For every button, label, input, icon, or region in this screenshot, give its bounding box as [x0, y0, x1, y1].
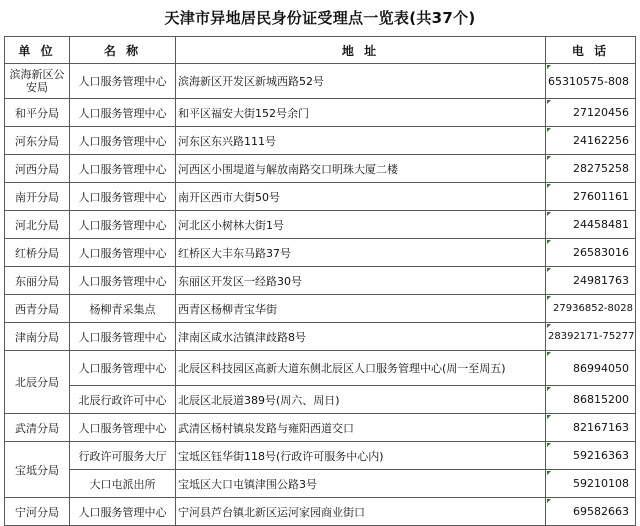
unit-cell[interactable]: 南开分局: [5, 183, 70, 211]
phone-cell[interactable]: 24162256: [546, 127, 636, 155]
header-address: 地 址: [176, 37, 546, 64]
address-cell[interactable]: 河北区小树林大街1号: [176, 211, 546, 239]
header-row: [5, 37, 636, 64]
table-row: [5, 211, 636, 239]
phone-cell[interactable]: 82167163: [546, 414, 636, 442]
table-row: [5, 470, 636, 498]
table-row: [5, 323, 636, 351]
table-row: [5, 295, 636, 323]
name-cell[interactable]: 人口服务管理中心: [70, 183, 176, 211]
table-row: [5, 155, 636, 183]
unit-cell[interactable]: 滨海新区公安局: [5, 64, 70, 99]
phone-cell[interactable]: 65310575-808: [546, 64, 636, 99]
unit-cell[interactable]: 河西分局: [5, 155, 70, 183]
table-row: [5, 414, 636, 442]
id-card-office-table: [4, 36, 636, 526]
address-cell[interactable]: 津南区咸水沽镇津歧路8号: [176, 323, 546, 351]
table-row: [5, 498, 636, 526]
phone-cell[interactable]: 69582663: [546, 498, 636, 526]
unit-cell[interactable]: 西青分局: [5, 295, 70, 323]
address-cell[interactable]: 北辰区北辰道389号(周六、周日): [176, 386, 546, 414]
name-cell[interactable]: 人口服务管理中心: [70, 239, 176, 267]
unit-cell[interactable]: 河北分局: [5, 211, 70, 239]
phone-cell[interactable]: 27936852-8028: [546, 295, 636, 323]
address-cell[interactable]: 南开区西市大街50号: [176, 183, 546, 211]
table-row: [5, 64, 636, 99]
name-cell[interactable]: 人口服务管理中心: [70, 64, 176, 99]
table-row: [5, 239, 636, 267]
phone-cell[interactable]: 24981763: [546, 267, 636, 295]
address-cell[interactable]: 和平区福安大街152号余门: [176, 99, 546, 127]
address-cell[interactable]: 河东区东兴路111号: [176, 127, 546, 155]
name-cell[interactable]: 人口服务管理中心: [70, 323, 176, 351]
header-phone: 电 话: [546, 37, 636, 64]
name-cell[interactable]: 人口服务管理中心: [70, 211, 176, 239]
table-row: [5, 127, 636, 155]
unit-cell[interactable]: 东丽分局: [5, 267, 70, 295]
phone-cell[interactable]: 86815200: [546, 386, 636, 414]
unit-cell[interactable]: 河东分局: [5, 127, 70, 155]
name-cell[interactable]: 人口服务管理中心: [70, 267, 176, 295]
address-cell[interactable]: 武清区杨村镇泉发路与雍阳西道交口: [176, 414, 546, 442]
table-row: [5, 267, 636, 295]
name-cell[interactable]: 杨柳青采集点: [70, 295, 176, 323]
unit-cell[interactable]: 宁河分局: [5, 498, 70, 526]
unit-cell[interactable]: 和平分局: [5, 99, 70, 127]
table-title: 天津市异地居民身份证受理点一览表(共37个): [164, 9, 476, 27]
unit-cell[interactable]: 红桥分局: [5, 239, 70, 267]
name-cell[interactable]: 人口服务管理中心: [70, 498, 176, 526]
table-row: [5, 351, 636, 386]
unit-cell[interactable]: 武清分局: [5, 414, 70, 442]
phone-cell[interactable]: 26583016: [546, 239, 636, 267]
name-cell[interactable]: 人口服务管理中心: [70, 99, 176, 127]
address-cell[interactable]: 河西区小围堤道与解放南路交口明珠大厦二楼: [176, 155, 546, 183]
phone-cell[interactable]: 27120456: [546, 99, 636, 127]
phone-cell[interactable]: 86994050: [546, 351, 636, 386]
header-unit: 单 位: [5, 37, 70, 64]
address-cell[interactable]: 红桥区大丰东马路37号: [176, 239, 546, 267]
address-cell[interactable]: 滨海新区开发区新城西路52号: [176, 64, 546, 99]
name-cell[interactable]: 人口服务管理中心: [70, 414, 176, 442]
phone-cell[interactable]: 59210108: [546, 470, 636, 498]
address-cell[interactable]: 宁河县芦台镇北新区运河家园商业街口: [176, 498, 546, 526]
phone-cell[interactable]: 24458481: [546, 211, 636, 239]
unit-cell[interactable]: 宝坻分局: [5, 442, 70, 498]
table-row: [5, 99, 636, 127]
table-row: [5, 386, 636, 414]
address-cell[interactable]: 西青区杨柳青宝华街: [176, 295, 546, 323]
header-name: 名 称: [70, 37, 176, 64]
table-row: [5, 183, 636, 211]
phone-cell[interactable]: 27601161: [546, 183, 636, 211]
table-row: [5, 442, 636, 470]
name-cell[interactable]: 大口屯派出所: [70, 470, 176, 498]
name-cell[interactable]: 人口服务管理中心: [70, 351, 176, 386]
address-cell[interactable]: 北辰区科技园区高新大道东侧北辰区人口服务管理中心(周一至周五): [176, 351, 546, 386]
unit-cell[interactable]: 北辰分局: [5, 351, 70, 414]
address-cell[interactable]: 宝坻区大口屯镇津围公路3号: [176, 470, 546, 498]
name-cell[interactable]: 北辰行政许可中心: [70, 386, 176, 414]
address-cell[interactable]: 宝坻区钰华街118号(行政许可服务中心内): [176, 442, 546, 470]
name-cell[interactable]: 行政许可服务大厅: [70, 442, 176, 470]
address-cell[interactable]: 东丽区开发区一经路30号: [176, 267, 546, 295]
unit-cell[interactable]: 津南分局: [5, 323, 70, 351]
phone-cell[interactable]: 28392171-75277: [546, 323, 636, 351]
phone-cell[interactable]: 59216363: [546, 442, 636, 470]
phone-cell[interactable]: 28275258: [546, 155, 636, 183]
name-cell[interactable]: 人口服务管理中心: [70, 155, 176, 183]
name-cell[interactable]: 人口服务管理中心: [70, 127, 176, 155]
